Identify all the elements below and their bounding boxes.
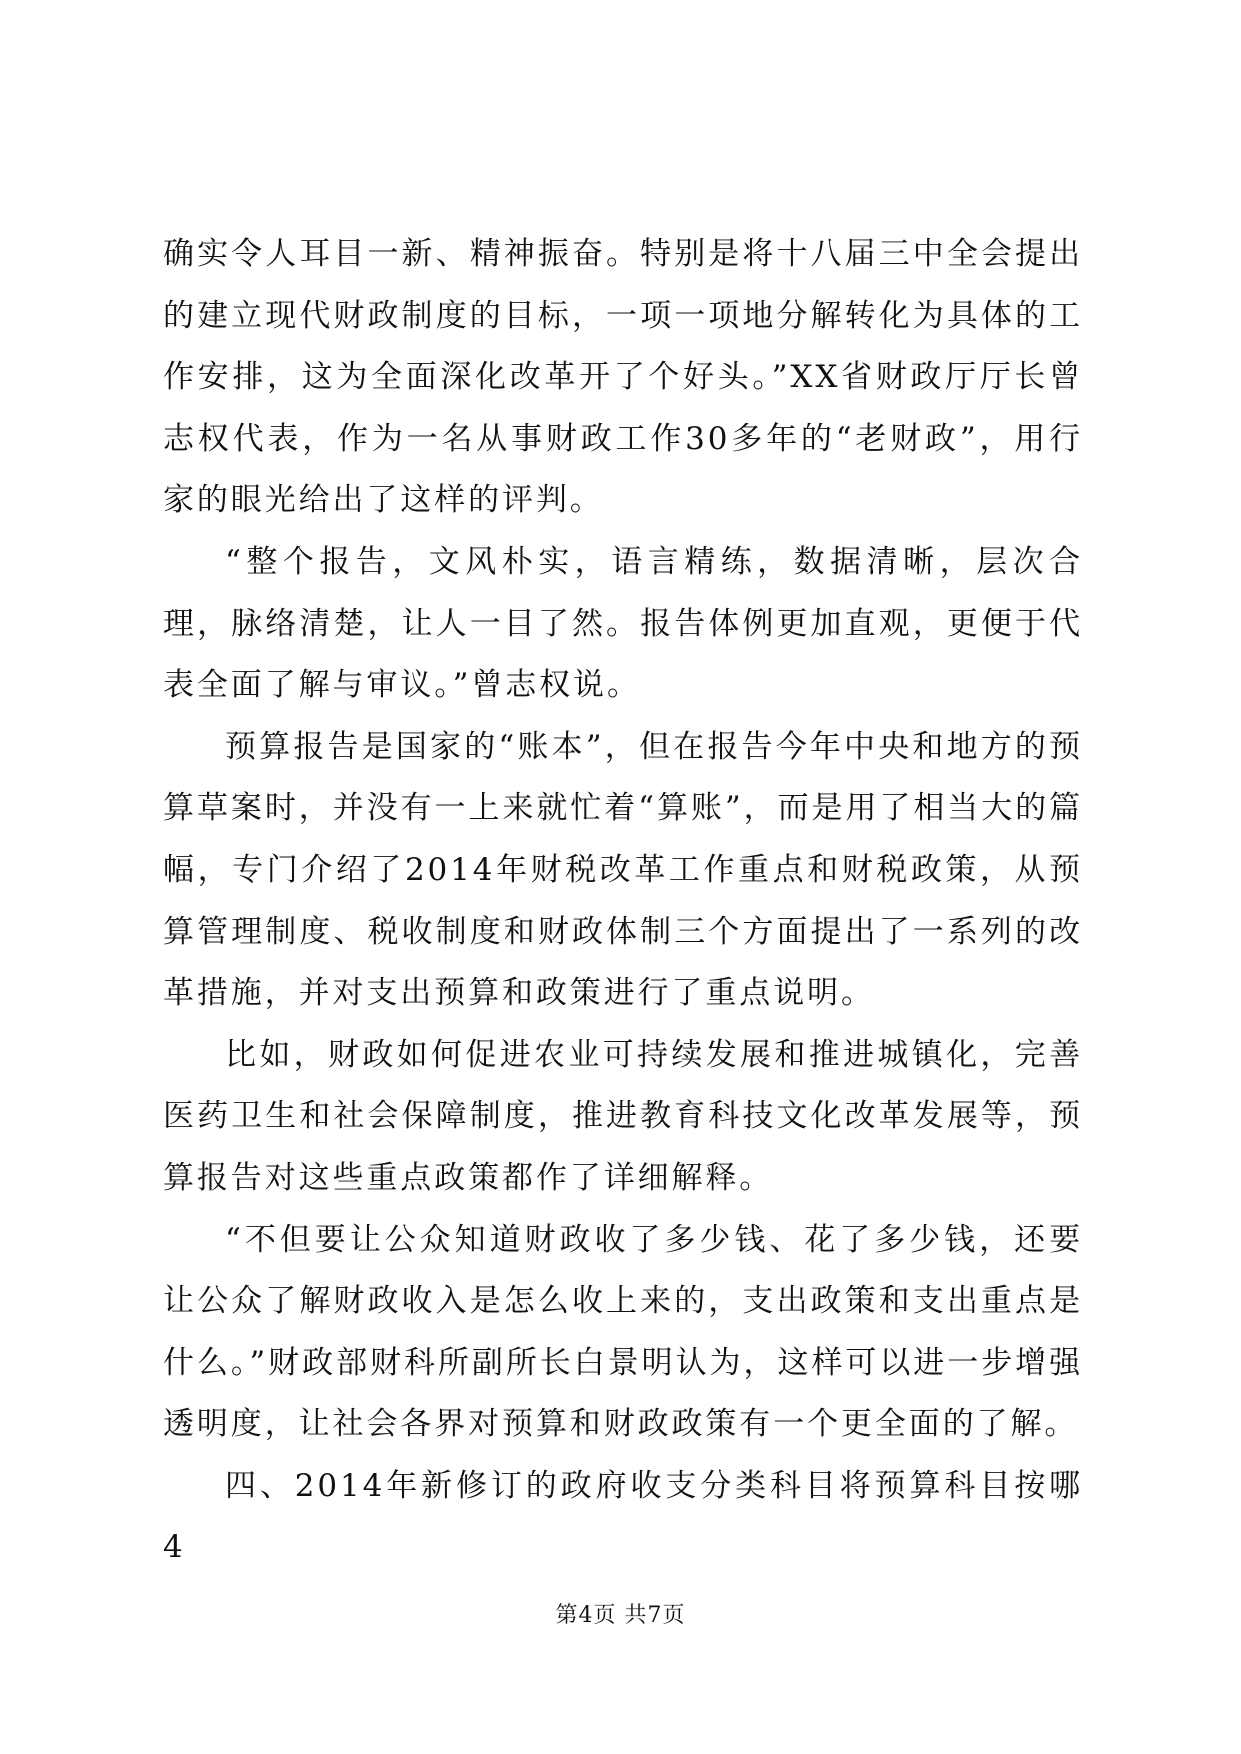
- body-text: [163, 224, 1083, 1579]
- paragraph-6: 四、2014年新修订的政府收支分类科目将预算科目按哪4: [163, 1467, 1083, 1566]
- paragraph-5: “不但要让公众知道财政收了多少钱、花了多少钱，还要让公众了解财政收入是怎么收上来的，支出政策和支出重点是什么。”财政部财科所副所长白景明认为，这样可以进一步增强透明度，让社会各界对预算和财政政策有一个更全面的了解。: [163, 1221, 1083, 1443]
- page-number: 第4页 共7页: [555, 1603, 686, 1628]
- paragraph-4: 比如，财政如何促进农业可持续发展和推进城镇化，完善医药卫生和社会保障制度，推进教育科技文化改革发展等，预算报告对这些重点政策都作了详细解释。: [163, 1036, 1083, 1196]
- paragraph-1: 确实令人耳目一新、精神振奋。特别是将十八届三中全会提出的建立现代财政制度的目标，一项一项地分解转化为具体的工作安排，这为全面深化改革开了个好头。”XX省财政厅厅长曾志权代表，作为一名从事财政工作30多年的“老财政”，用行家的眼光给出了这样的评判。: [163, 236, 1083, 519]
- paragraph-3: 预算报告是国家的“账本”，但在报告今年中央和地方的预算草案时，并没有一上来就忙着“算账”，而是用了相当大的篇幅，专门介绍了2014年财税改革工作重点和财税政策，从预算管理制度、税收制度和财政体制三个方面提出了一系列的改革措施，并对支出预算和政策进行了重点说明。: [163, 728, 1083, 1012]
- page-footer: [0, 1598, 1241, 1629]
- paragraph-2: “整个报告，文风朴实，语言精练，数据清晰，层次合理，脉络清楚，让人一目了然。报告体例更加直观，更便于代表全面了解与审议。”曾志权说。: [163, 543, 1083, 704]
